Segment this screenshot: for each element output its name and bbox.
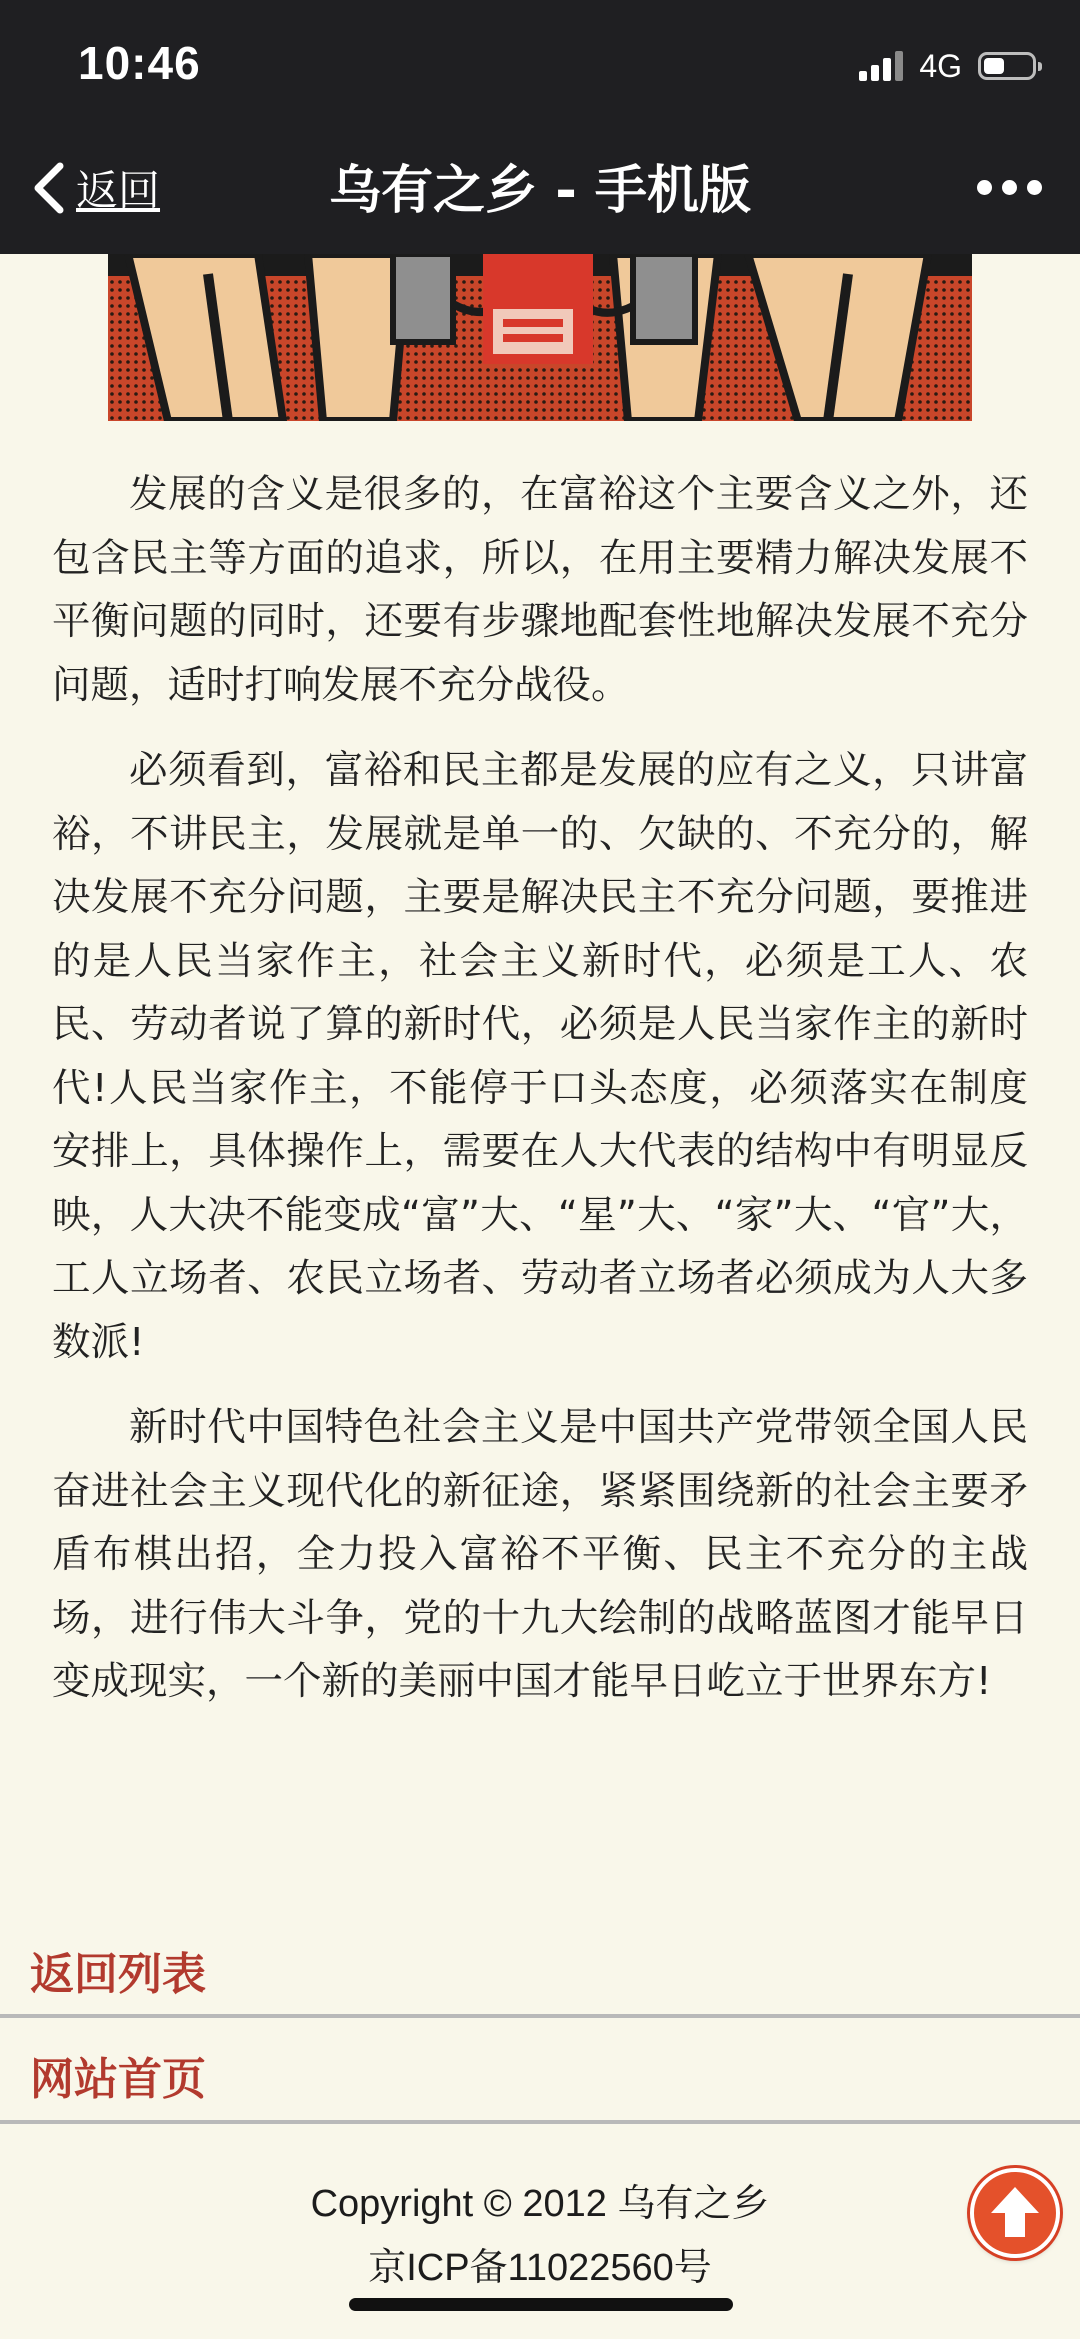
- page-title: 乌有之乡 - 手机版: [329, 161, 751, 221]
- back-label: 返回: [76, 166, 161, 215]
- more-menu-button[interactable]: [977, 180, 1042, 195]
- more-dot-icon: [977, 180, 992, 195]
- divider: [0, 2120, 1080, 2124]
- divider: [0, 2014, 1080, 2018]
- article-paragraph: 必须看到，富裕和民主都是发展的应有之义，只讲富裕，不讲民主，发展就是单一的、欠缺的、不充分的，解决发展不充分问题，主要是解决民主不充分问题，要推进的是人民当家作主，社会主义新时代，必须是工人、农民、劳动者说了算的新时代，必须是人民当家作主的新时代!人民当家作主，不能停于口头态度，必须落实在制度安排上，具体操作上，需要在人大代表的结构中有明显反映，人大决不能变成“富”大、“星”大、“家”大、“官”大，工人立场者、农民立场者、劳动者立场者必须成为人大多数派!: [52, 748, 1028, 1365]
- more-dot-icon: [1027, 180, 1042, 195]
- article-body: [52, 463, 1028, 1714]
- site-home-link[interactable]: 网站首页: [30, 2054, 206, 2105]
- more-dot-icon: [1002, 180, 1017, 195]
- top-bar: [0, 0, 1080, 254]
- status-time: 10:46: [78, 37, 201, 89]
- scroll-to-top-button[interactable]: [970, 2168, 1060, 2258]
- home-indicator: [349, 2298, 733, 2311]
- article-illustration: [108, 254, 972, 421]
- icp-number: 京ICP备11022560号: [368, 2247, 712, 2289]
- article-paragraph: 新时代中国特色社会主义是中国共产党带领全国人民奋进社会主义现代化的新征途，紧紧围绕新的社会主要矛盾布棋出招，全力投入富裕不平衡、民主不充分的主战场，进行伟大斗争，党的十九大绘制的战略蓝图才能早日变成现实，一个新的美丽中国才能早日屹立于世界东方!: [52, 1405, 1028, 1704]
- status-indicators: [859, 46, 1036, 86]
- network-type: 4G: [919, 47, 962, 84]
- signal-icon: [859, 51, 903, 81]
- article-paragraph: 发展的含义是很多的，在富裕这个主要含义之外，还包含民主等方面的追求，所以，在用主要精力解决发展不平衡问题的同时，还要有步骤地配套性地解决发展不充分问题，适时打响发展不充分战役。: [52, 472, 1028, 708]
- copyright-text: Copyright © 2012 乌有之乡: [310, 2183, 770, 2225]
- back-to-list-link[interactable]: 返回列表: [30, 1949, 206, 2000]
- arrow-up-icon: [987, 2183, 1043, 2241]
- battery-icon: [978, 52, 1036, 80]
